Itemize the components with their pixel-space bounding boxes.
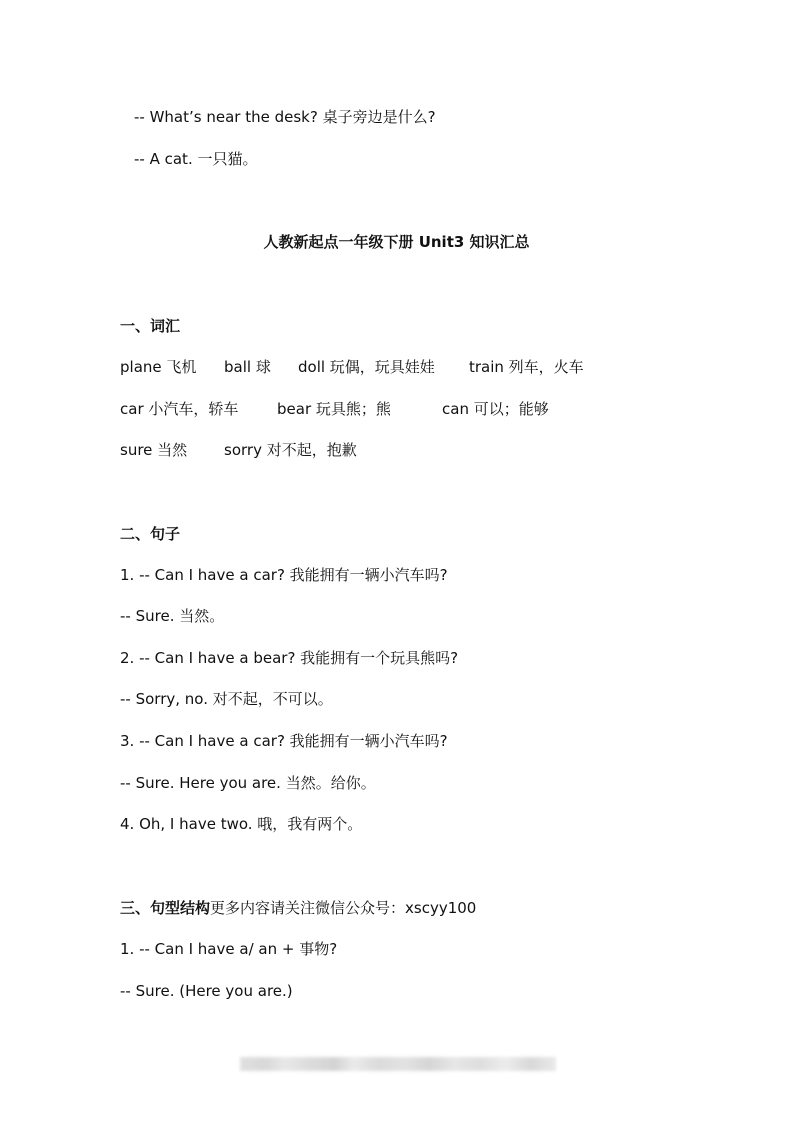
page-title: 人教新起点一年级下册 Unit3 知识汇总 [263, 233, 530, 251]
vocab-item: sorry 对不起，抱歉 [224, 441, 357, 459]
blurred-footer [240, 1057, 556, 1071]
vocab-item: sure 当然 [120, 441, 188, 459]
sentence-line: -- Sure. Here you are. 当然。给你。 [120, 774, 376, 792]
pattern-line: -- Sure. (Here you are.) [120, 982, 293, 1000]
sentence-line: 3. -- Can I have a car? 我能拥有一辆小汽车吗? [120, 732, 448, 750]
vocab-item: can 可以；能够 [442, 400, 549, 418]
pattern-line: 1. -- Can I have a/ an + 事物? [120, 940, 338, 958]
dialog-answer: -- A cat. 一只猫。 [134, 150, 258, 168]
vocab-item: ball 球 [224, 358, 271, 376]
sentence-line: 2. -- Can I have a bear? 我能拥有一个玩具熊吗? [120, 649, 459, 667]
section-patterns-heading [120, 898, 476, 918]
section-sentences-heading: 二、句子 [120, 525, 181, 543]
vocab-item: bear 玩具熊；熊 [277, 400, 391, 418]
vocab-item: doll 玩偶，玩具娃娃 [298, 358, 435, 376]
section-vocabulary-heading: 一、词汇 [120, 317, 181, 335]
sentence-line: -- Sure. 当然。 [120, 607, 225, 625]
vocab-item: car 小汽车，轿车 [120, 400, 239, 418]
vocab-item: plane 飞机 [120, 358, 197, 376]
vocab-item: train 列车，火车 [469, 358, 584, 376]
wechat-note: 更多内容请关注微信公众号：xscyy100 [210, 899, 477, 917]
section-patterns-title: 三、句型结构 [120, 899, 211, 917]
sentence-line: 1. -- Can I have a car? 我能拥有一辆小汽车吗? [120, 566, 448, 584]
dialog-question: -- What’s near the desk? 桌子旁边是什么? [134, 108, 436, 126]
sentence-line: 4. Oh, I have two. 哦，我有两个。 [120, 815, 363, 833]
sentence-line: -- Sorry, no. 对不起，不可以。 [120, 690, 333, 708]
